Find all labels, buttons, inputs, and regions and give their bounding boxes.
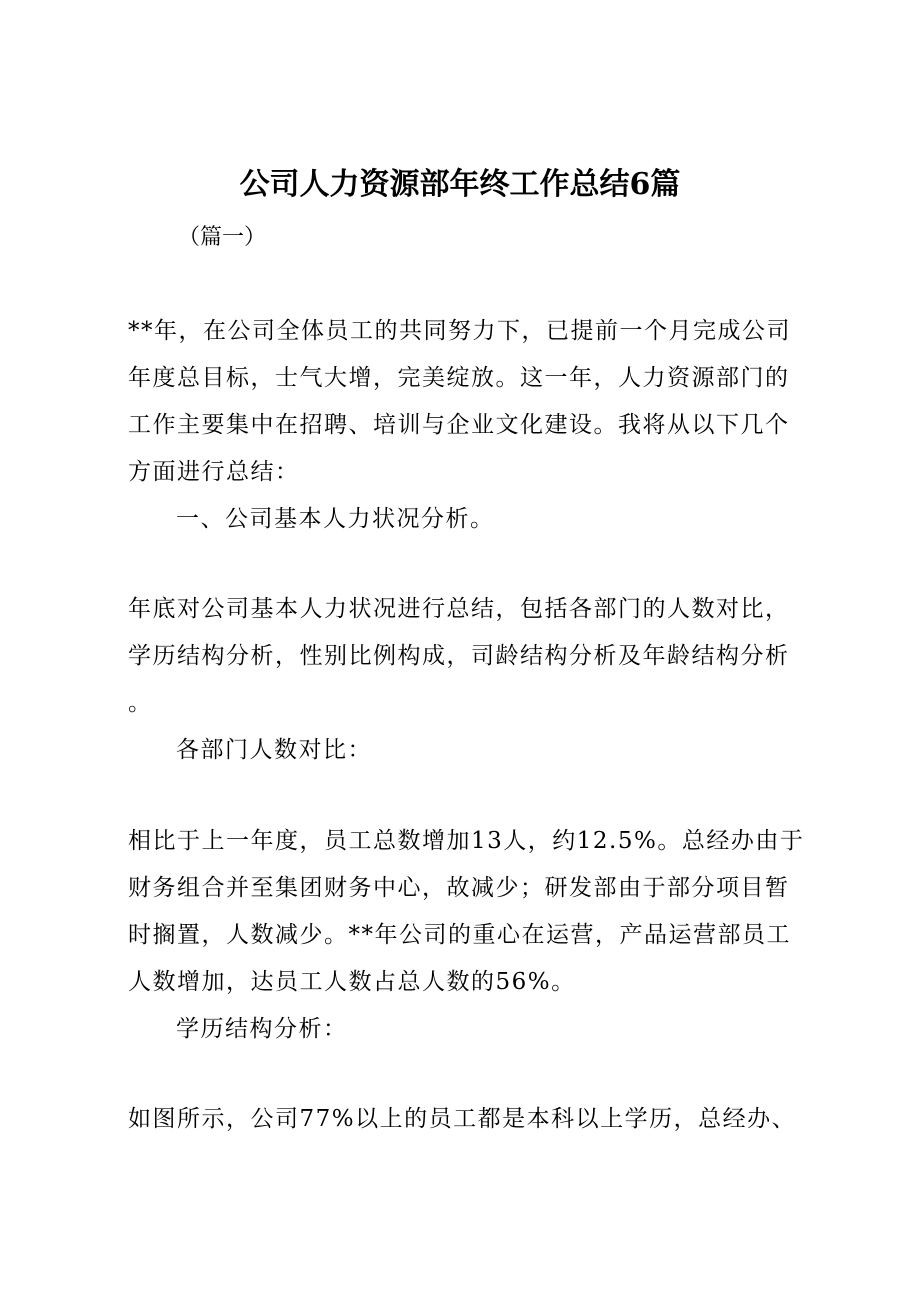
subsection-heading: 学历结构分析： <box>176 1016 348 1042</box>
paragraph-line: 学历结构分析，性别比例构成，司龄结构分析及年龄结构分析 <box>128 643 790 669</box>
paragraph-line: 相比于上一年度，员工总数增加13人，约12.5%。总经办由于 <box>128 828 805 854</box>
paragraph-line: 年底对公司基本人力状况进行总结，包括各部门的人数对比， <box>128 596 790 622</box>
paragraph-line: 。 <box>128 690 153 716</box>
document-subtitle: （篇一） <box>178 225 267 250</box>
paragraph-line: 如图所示，公司77%以上的员工都是本科以上学历，总经办、 <box>128 1106 797 1132</box>
subsection-heading: 各部门人数对比： <box>176 737 372 763</box>
paragraph-line: 工作主要集中在招聘、培训与企业文化建设。我将从以下几个 <box>128 412 790 438</box>
section-heading: 一、公司基本人力状况分析。 <box>176 506 495 532</box>
paragraph-line: 方面进行总结： <box>128 459 300 485</box>
document-title: 公司人力资源部年终工作总结6篇 <box>239 167 681 202</box>
paragraph-line: 人数增加，达员工人数占总人数的56%。 <box>128 969 576 995</box>
paragraph-line: **年，在公司全体员工的共同努力下，已提前一个月完成公司 <box>128 318 791 344</box>
paragraph-line: 时搁置，人数减少。**年公司的重心在运营，产品运营部员工 <box>128 922 791 948</box>
paragraph-line: 年度总目标，士气大增，完美绽放。这一年，人力资源部门的 <box>128 365 790 391</box>
paragraph-line: 财务组合并至集团财务中心，故减少；研发部由于部分项目暂 <box>128 875 790 901</box>
